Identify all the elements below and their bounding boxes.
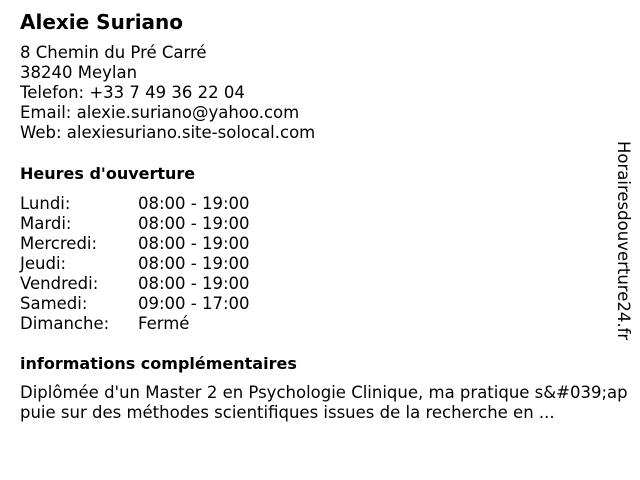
hours-row-thursday [20, 254, 250, 274]
time-range: 09:00 - 17:00 [138, 294, 250, 313]
time-range: Fermé [138, 314, 190, 333]
info-description: Diplômée d'un Master 2 en Psychologie Clinique, ma pratique s&#039;appuie sur des méthodes scientifiques issues de la recherche en ... [20, 383, 628, 422]
watermark-text: Horairesdouverture24.fr [614, 141, 633, 341]
time-range: 08:00 - 19:00 [138, 234, 250, 253]
business-name: Alexie Suriano [20, 10, 184, 34]
hours-table [20, 194, 250, 334]
day-label: Samedi: [20, 294, 88, 313]
watermark [609, 134, 637, 348]
hours-row-tuesday [20, 214, 250, 234]
day-label: Dimanche: [20, 314, 110, 333]
email-line: Email: alexie.suriano@yahoo.com [20, 103, 300, 122]
time-range: 08:00 - 19:00 [138, 274, 250, 293]
day-label: Vendredi: [20, 274, 99, 293]
address-street: 8 Chemin du Pré Carré [20, 43, 207, 62]
contact-block [20, 43, 315, 143]
hours-row-friday [20, 274, 250, 294]
day-label: Lundi: [20, 194, 71, 213]
phone-line: Telefon: +33 7 49 36 22 04 [20, 83, 245, 102]
hours-row-wednesday [20, 234, 250, 254]
time-range: 08:00 - 19:00 [138, 194, 250, 213]
day-label: Mardi: [20, 214, 72, 233]
hours-row-sunday [20, 314, 250, 334]
time-range: 08:00 - 19:00 [138, 254, 250, 273]
time-range: 08:00 - 19:00 [138, 214, 250, 233]
hours-title: Heures d'ouverture [20, 164, 196, 183]
info-title: informations complémentaires [20, 354, 297, 373]
address-city: 38240 Meylan [20, 63, 138, 82]
hours-row-monday [20, 194, 250, 214]
hours-row-saturday [20, 294, 250, 314]
website-line: Web: alexiesuriano.site-solocal.com [20, 123, 316, 142]
day-label: Jeudi: [20, 254, 67, 273]
day-label: Mercredi: [20, 234, 98, 253]
